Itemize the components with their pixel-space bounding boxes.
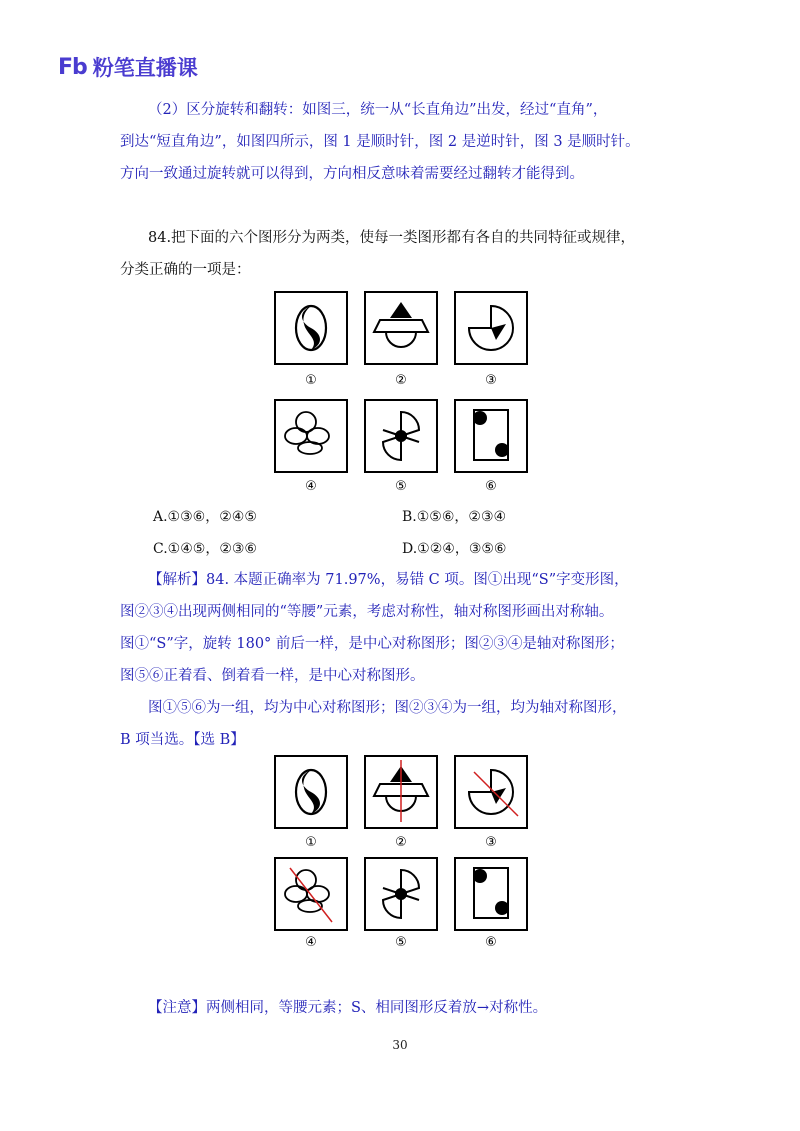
symmetry-axis-4 (290, 868, 332, 922)
answer-figure-4 (275, 858, 347, 930)
answer-label-2: ② (395, 835, 407, 850)
figure-6 (455, 400, 527, 472)
answer-label-1: ① (305, 835, 317, 850)
figure-3 (455, 292, 527, 364)
answer-figure-5 (365, 858, 437, 930)
figure-1 (275, 292, 347, 364)
answer-figure-6 (455, 858, 527, 930)
question-figure-grid (270, 288, 530, 494)
logo-text: 粉笔直播课 (92, 56, 198, 80)
figure-5 (365, 400, 437, 472)
analysis-line-6: B 项当选。【选 B】 (120, 732, 245, 748)
answer-label-5: ⑤ (395, 935, 407, 950)
answer-figure-3 (455, 756, 527, 828)
analysis-line-1: 【解析】84. 本题正确率为 71.97%，易错 C 项。图①出现“S”字变形图， (148, 572, 629, 588)
figure-label-4: ④ (305, 479, 317, 494)
answer-label-6: ⑥ (485, 935, 497, 950)
answer-figure-grid (270, 752, 530, 952)
logo-mark: Fb (58, 54, 87, 80)
symmetry-axis-3 (474, 772, 518, 816)
analysis-line-4: 图⑤⑥正着看、倒着看一样，是中心对称图形。 (120, 668, 425, 684)
figure-label-5: ⑤ (395, 479, 407, 494)
figure-label-1: ① (305, 373, 317, 388)
question-stem-line-2: 分类正确的一项是： (120, 262, 251, 278)
note-text: 【注意】两侧相同，等腰元素；S、相同图形反着放→对称性。 (148, 1000, 548, 1016)
analysis-line-2: 图②③④出现两侧相同的“等腰”元素，考虑对称性，轴对称图形画出对称轴。 (120, 604, 614, 620)
section2-line-1: （2）区分旋转和翻转：如图三，统一从“长直角边”出发，经过“直角”， (148, 102, 608, 118)
answer-figure-1 (275, 756, 347, 828)
section2-line-2: 到达“短直角边”，如图四所示，图 1 是顺时针，图 2 是逆时针，图 3 是顺时针。 (120, 134, 640, 150)
figure-label-2: ② (395, 373, 407, 388)
answer-label-3: ③ (485, 835, 497, 850)
option-a: A.①③⑥，②④⑤ (153, 509, 257, 525)
answer-label-4: ④ (305, 935, 317, 950)
figure-2 (365, 292, 437, 364)
option-d: D.①②④，③⑤⑥ (402, 541, 507, 557)
analysis-line-5: 图①⑤⑥为一组，均为中心对称图形；图②③④为一组，均为轴对称图形， (148, 700, 627, 716)
option-c: C.①④⑤，②③⑥ (153, 541, 257, 557)
question-stem-line-1: 84.把下面的六个图形分为两类，使每一类图形都有各自的共同特征或规律， (148, 230, 636, 246)
figure-label-3: ③ (485, 373, 497, 388)
figure-4 (275, 400, 347, 472)
section2-line-3: 方向一致通过旋转就可以得到，方向相反意味着需要经过翻转才能得到。 (120, 166, 584, 182)
analysis-line-3: 图①“S”字，旋转 180° 前后一样，是中心对称图形；图②③④是轴对称图形； (120, 636, 624, 652)
answer-figure-2 (365, 756, 437, 828)
option-b: B.①⑤⑥，②③④ (402, 509, 507, 525)
figure-label-6: ⑥ (485, 479, 497, 494)
page-number: 30 (392, 1038, 408, 1052)
brand-logo (58, 52, 198, 82)
